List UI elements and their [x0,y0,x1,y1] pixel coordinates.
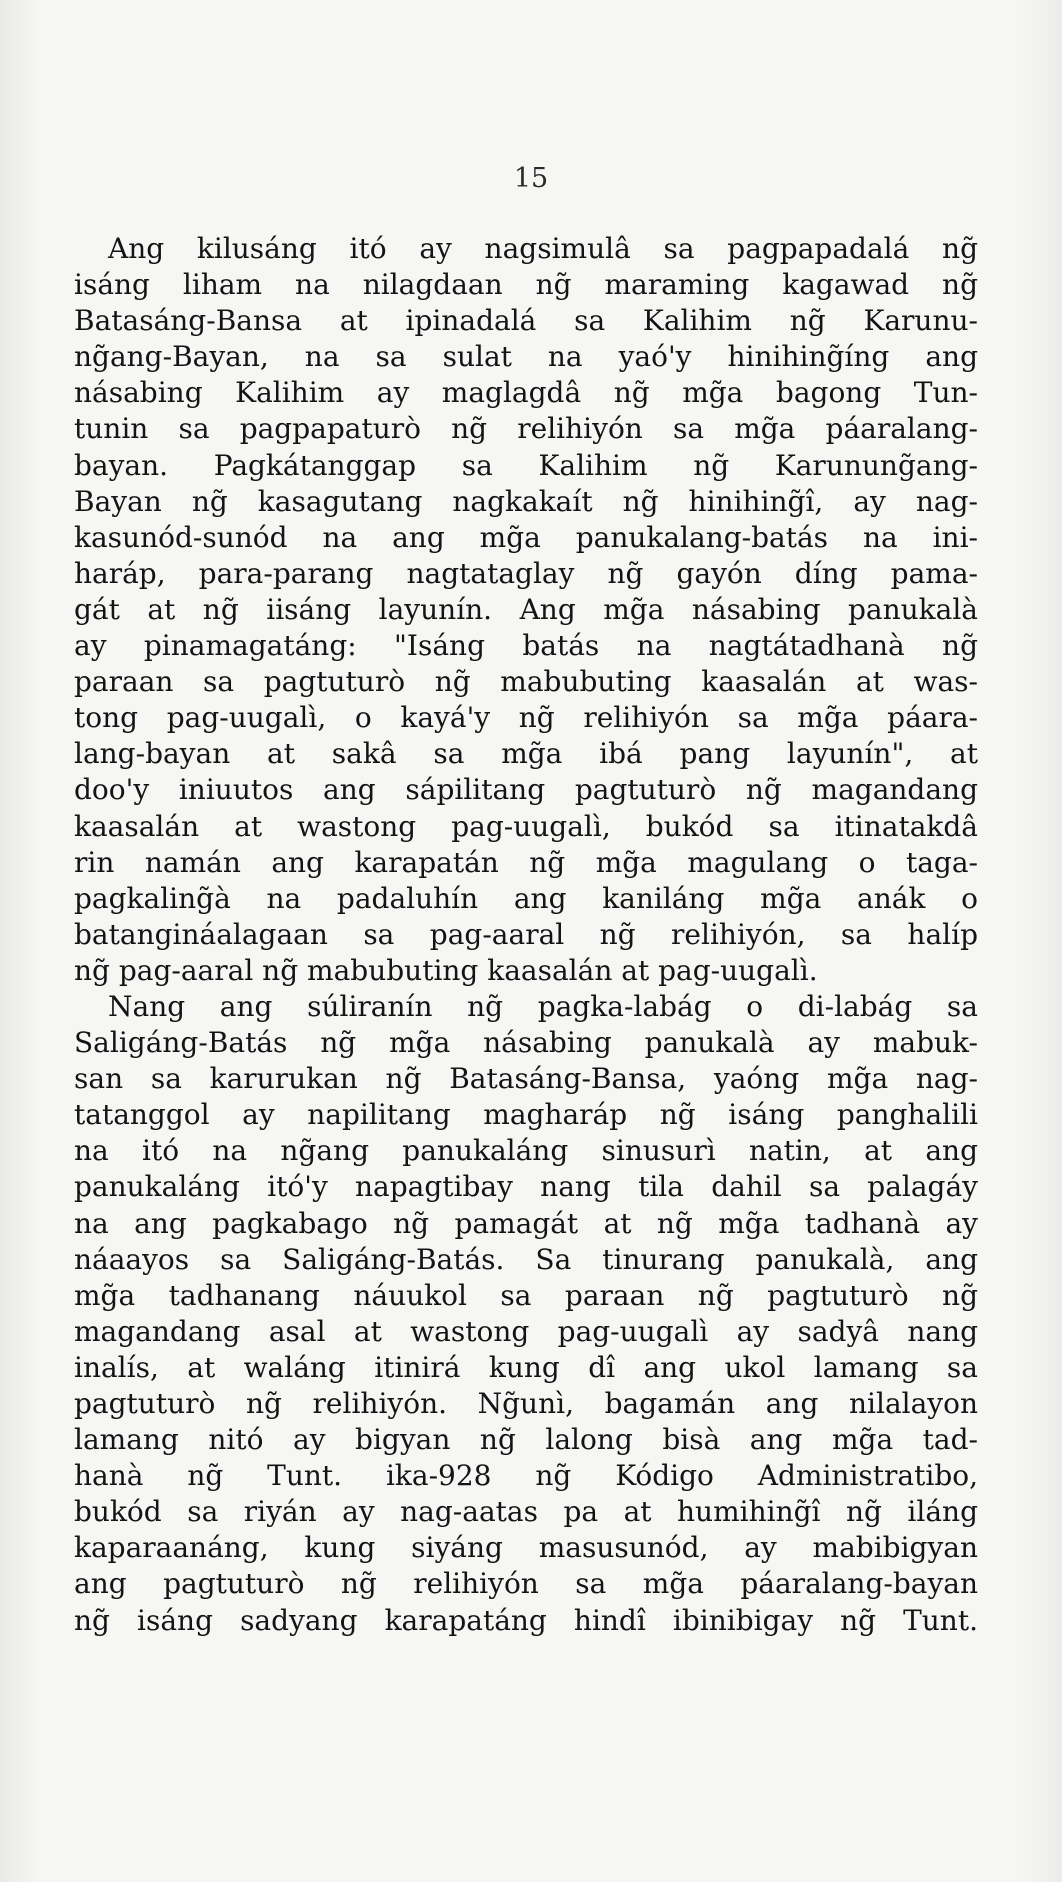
text-line: isáng liham na nilagdaan ng̃ maraming kagawad ng̃ [74,268,978,302]
text-line: tatanggol ay napilitang magharáp ng̃ isáng panghalili [74,1098,978,1132]
text-line: san sa karurukan ng̃ Batasáng-Bansa, yaóng mg̃a nag- [74,1062,978,1096]
text-line: batangináalagaan sa pag-aaral ng̃ relihiyón, sa halíp [74,917,978,951]
text-line: doo'y iniuutos ang sápilitang pagtuturò ng̃ magandang [74,773,978,807]
page-number: 15 [513,163,549,194]
text-line: kasunód-sunód na ang mg̃a panukalang-batás na ini- [74,520,978,554]
text-line: gát at ng̃ iisáng layunín. Ang mg̃a násabing panukalà [74,592,978,626]
text-line: Saligáng-Batás ng̃ mg̃a násabing panukalà ay mabuk- [74,1026,978,1060]
text-line: haráp, para-parang nagtataglay ng̃ gayón díng pama- [74,556,978,590]
text-line: tong pag-uugalì, o kayá'y ng̃ relihiyón sa mg̃a páara- [74,701,978,735]
text-line: pagtuturò ng̃ relihiyón. Ng̃unì, bagamán ang nilalayon [74,1387,978,1420]
text-line: náaayos sa Saligáng-Batás. Sa tinurang panukalà, ang [74,1242,978,1276]
text-line: lang-bayan at sakâ sa mg̃a ibá pang layunín", at [74,737,978,771]
text-line: panukaláng itó'y napagtibay nang tila dahil sa palagáy [74,1170,978,1204]
text-line: násabing Kalihim ay maglagdâ ng̃ mg̃a bagong Tun- [74,376,978,410]
text-line: paraan sa pagtuturò ng̃ mabubuting kaasalán at was- [74,665,978,699]
text-line: pagkaling̃à na padaluhín ang kaniláng mg̃a anák o [74,881,978,915]
text-line: kaasalán at wastong pag-uugalì, bukód sa itinatakdâ [74,809,978,843]
text-line: Ang kilusáng itó ay nagsimulâ sa pagpapadalá ng̃ [108,232,978,265]
text-line: ng̃ isáng sadyang karapatáng hindî ibinibigay ng̃ Tunt. [74,1603,978,1637]
text-line: bayan. Pagkátanggap sa Kalihim ng̃ Karunung̃ang- [74,448,978,482]
text-line: hanà ng̃ Tunt. ika-928 ng̃ Kódigo Administratibo, [74,1459,978,1493]
text-line: Nang ang súliranín ng̃ pagka-labág o di-labág sa [108,989,978,1023]
text-line: kaparaanáng, kung siyáng masusunód, ay mabibigyan [74,1531,978,1565]
text-line: Batasáng-Bansa at ipinadalá sa Kalihim ng̃ Karunu- [74,304,978,338]
text-line: na ang pagkabago ng̃ pamagát at ng̃ mg̃a tadhanà ay [74,1206,978,1240]
text-line: lamang nitó ay bigyan ng̃ lalong bisà ang mg̃a tad- [74,1423,978,1457]
text-line: na itó na ng̃ang panukaláng sinusurì natin, at ang [74,1134,978,1168]
text-line: ng̃ang-Bayan, na sa sulat na yaó'y hinihing̃íng ang [74,340,978,374]
text-line: tunin sa pagpapaturò ng̃ relihiyón sa mg̃a páaralang- [74,412,978,446]
text-line: mg̃a tadhanang náuukol sa paraan ng̃ pagtuturò ng̃ [74,1278,978,1312]
text-line: Bayan ng̃ kasagutang nagkakaít ng̃ hinihing̃î, ay nag- [74,484,978,518]
text-line: ay pinamagatáng: "Isáng batás na nagtátadhanà ng̃ [74,629,978,663]
text-line: inalís, at waláng itinirá kung dî ang ukol lamang sa [74,1350,978,1384]
text-line: ng̃ pag-aaral ng̃ mabubuting kaasalán at pag-uugalì. [74,953,818,987]
text-line: ang pagtuturò ng̃ relihiyón sa mg̃a páaralang-bayan [74,1567,978,1601]
text-line: magandang asal at wastong pag-uugalì ay sadyâ nang [74,1314,978,1348]
text-line: rin namán ang karapatán ng̃ mg̃a magulang o taga- [74,845,978,879]
text-line: bukód sa riyán ay nag-aatas pa at humihing̃î ng̃ iláng [74,1495,978,1529]
body-text [74,231,978,1639]
